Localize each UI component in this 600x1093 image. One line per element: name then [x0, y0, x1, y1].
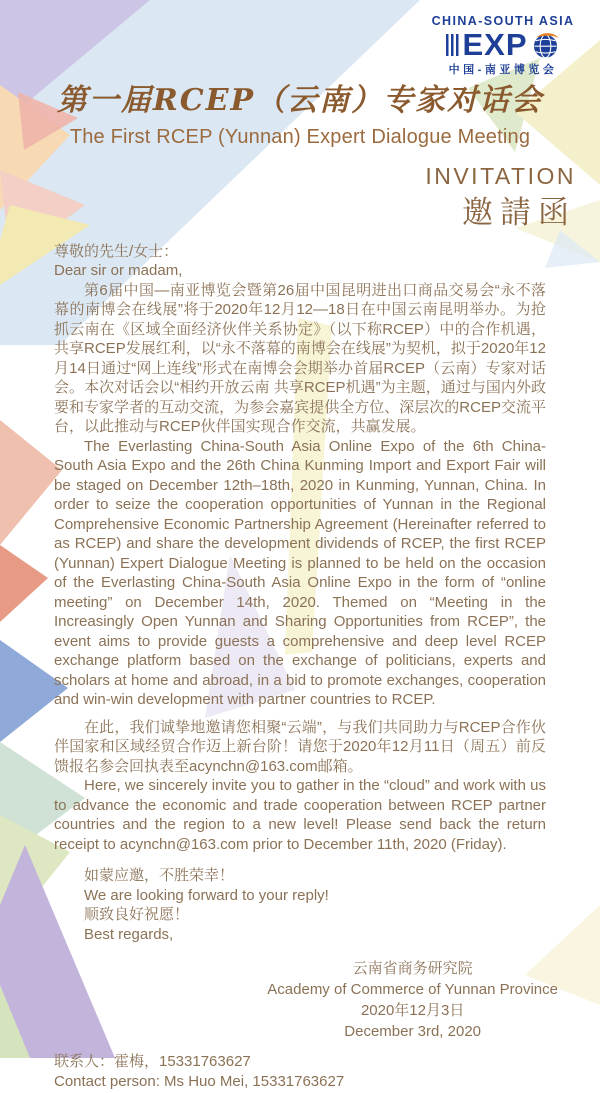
closing-line-english-2: Best regards, [84, 925, 174, 943]
invitation-title-english: INVITATION [425, 162, 576, 189]
paragraph-2-chinese: 在此，我们诚挚地邀请您相聚“云端”，与我们共同助力与RCEP合作伙伴国家和区域经贸合作迈上新台阶！请您于2020年12月11日（周五）前反馈报名参会回执表至acynchn@163.com邮箱。 [54, 718, 546, 775]
spacer [54, 854, 546, 866]
page-title-english: The First RCEP (Yunnan) Expert Dialogue Meeting [69, 125, 531, 148]
signature-block [267, 958, 558, 1042]
contact-line-chinese: 联系人：霍梅，15331763627 [54, 1053, 251, 1071]
expo-logo [422, 14, 584, 77]
invitation-block [54, 162, 576, 234]
expo-logo-english-name: CHINA-SOUTH ASIA [431, 14, 575, 28]
closing-line-chinese-2: 顺致良好祝愿！ [84, 906, 190, 924]
contact-line-english: Contact person: Ms Huo Mei, 15331763627 [54, 1073, 345, 1091]
spacer [54, 710, 546, 718]
paragraph-1-english: The Everlasting China-South Asia Online Expo of the 6th China-South Asia Expo and the 26th China Kunming Import and Export Fair will be staged on December 12th–18th, 2020 in Kunming, Yunnan, China. In order to seize the cooperation opportunities of Yunnan in the Regional Comprehensive Economic Partnership Agreement (Hereinafter referred to as RCEP) and share the development dividends of RCEP, the first RCEP (Yunnan) Expert Dialogue Meeting is planned to be held on the occasion of the Everlasting China-South Asia Online Expo in the form of “online meeting” on December 14th, 2020. Themed on “Meeting in the Increasingly Open Yunnan and Sharing Opportunities from RCEP”, the event aims to provide guests a comprehensive and deep level RCEP exchange platform based on the exchange of politicians, experts and scholars at home and abroad, in a bid to promote exchanges, cooperation and win-win development with partner countries to RCEP. [54, 437, 546, 709]
expo-logo-expo-text: EXP [462, 27, 528, 62]
contact-block [54, 1052, 546, 1093]
page-title-chinese: 第一届RCEP（云南）专家对话会 [56, 83, 544, 118]
paragraph-2-english: Here, we sincerely invite you to gather in the “cloud” and work with us to advance the economic and trade cooperation between RCEP partner countries and the region to a new level! Please send back the return receipt to acynchn@163.com prior to December 11th, 2020 (Friday). [54, 777, 546, 853]
expo-logo-stripes [446, 34, 460, 56]
closing-line-chinese-1: 如蒙应邀，不胜荣幸！ [84, 867, 235, 885]
expo-logo-wordmark [422, 29, 584, 60]
closing-line-english-1: We are looking forward to your reply! [84, 886, 329, 904]
expo-logo-chinese-name: 中国-南亚博览会 [448, 64, 558, 76]
invitation-title-chinese: 邀請函 [462, 195, 576, 232]
signature-organization-chinese: 云南省商务研究院 [352, 960, 473, 978]
salutation-chinese: 尊敬的先生/女士： [54, 242, 179, 260]
globe-icon [531, 30, 560, 59]
signature-date-english: December 3rd, 2020 [344, 1023, 482, 1041]
signature-organization-english: Academy of Commerce of Yunnan Province [267, 981, 558, 999]
paragraph-1-chinese: 第6届中国—南亚博览会暨第26届中国昆明进出口商品交易会“永不落幕的南博会在线展”将于2020年12月12—18日在中国云南昆明举办。为抢抓云南在《区域全面经济伙伴关系协定》（以下称RCEP）中的合作机遇，共享RCEP发展红利，以“永不落幕的南博会在线展”为契机，拟于2020年12月14日通过“网上连线”形式在南博会会期举办首届RCEP（云南）专家对话会。本次对话会以“相约开放云南 共享RCEP机遇”为主题，通过与国内外政要和专家学者的互动交流，为参会嘉宾提供全方位、深层次的RCEP交流平台，以此推动与RCEP伙伴国实现合作交流，共赢发展。 [54, 281, 546, 436]
salutation-english: Dear sir or madam, [54, 262, 183, 280]
signature-date-chinese: 2020年12月3日 [360, 1002, 465, 1020]
